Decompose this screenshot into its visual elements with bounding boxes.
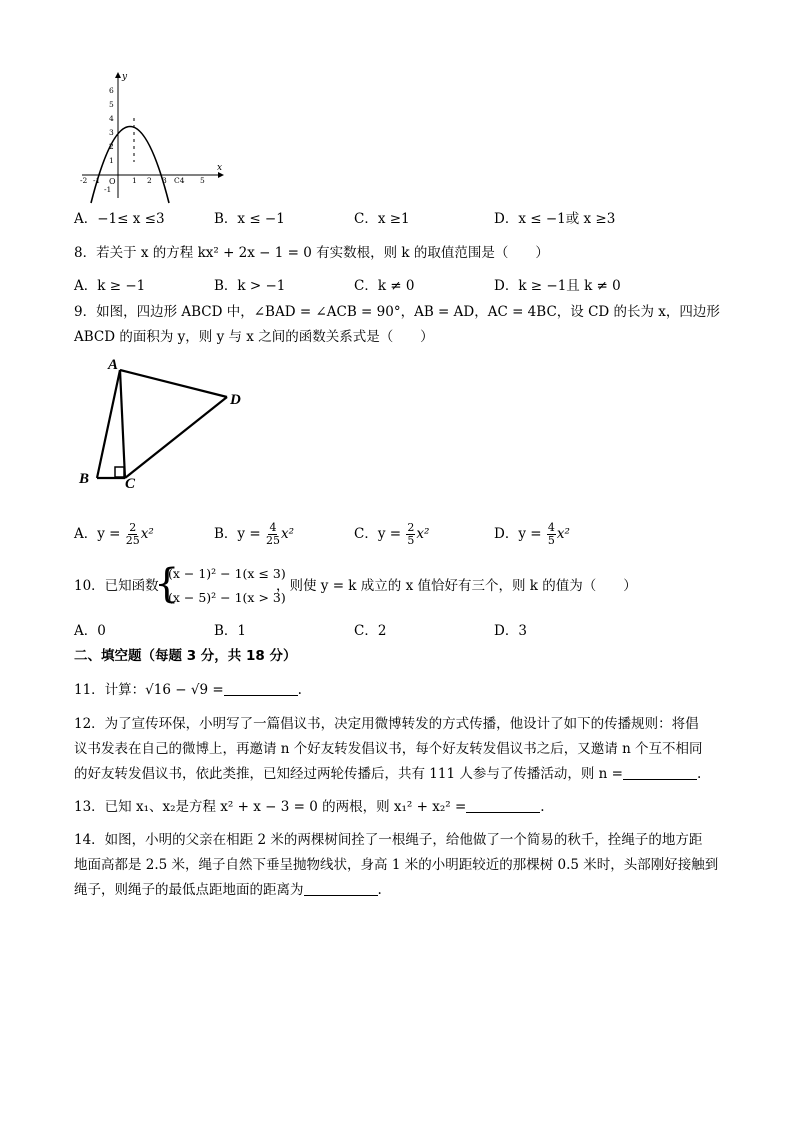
x-tick-3: 3 [162, 176, 167, 185]
origin-label: O [109, 177, 116, 186]
q9-c-suffix: x² [416, 526, 430, 542]
q9-b-prefix: B．y = [214, 526, 261, 542]
q9-option-d [494, 522, 570, 547]
q12-answer-blank[interactable] [623, 765, 697, 780]
segment-ac [120, 370, 125, 478]
q9-option-c [354, 522, 429, 547]
q11-answer-blank[interactable] [224, 681, 298, 696]
q7-option-b: B．x ≤ −1 [214, 211, 285, 227]
vertex-d-label: D [230, 392, 241, 408]
y-tick-6: 6 [109, 86, 114, 95]
q9-c-prefix: C．y = [354, 526, 402, 542]
vertex-a-label: A [108, 357, 119, 373]
q9-quadrilateral-figure [74, 356, 264, 491]
q9-a-suffix: x² [140, 526, 154, 542]
q7-parabola-graph [78, 70, 228, 205]
q9-d-fraction [547, 522, 556, 547]
q12-line3 [74, 764, 701, 784]
q12-line2: 议书发表在自己的微博上，再邀请 n 个好友转发倡议书，每个好友转发倡议书之后，又邀请 n 个互不相同 [74, 741, 703, 757]
q10-brace: { [154, 561, 180, 607]
segment-ab [97, 370, 120, 478]
q10-option-c: C．2 [354, 623, 387, 639]
section-2-heading: 二、填空题（每题 3 分，共 18 分） [74, 648, 297, 664]
q9-c-fraction [406, 522, 415, 547]
q9-b-den: 25 [265, 534, 280, 547]
q9-d-num: 4 [547, 521, 555, 534]
vertex-b-label: B [79, 471, 90, 487]
q9-option-b [214, 522, 294, 547]
y-tick-3: 3 [109, 128, 114, 137]
x-tick-4: C4 [174, 176, 185, 185]
parabola-curve [91, 127, 169, 204]
q9-b-suffix: x² [280, 526, 294, 542]
x-tick-labels [80, 176, 205, 185]
y-label: y [122, 72, 128, 82]
x-tick-neg2: -2 [80, 176, 88, 185]
x-tick-5: 5 [200, 176, 205, 185]
y-tick-2: 2 [109, 142, 114, 151]
q11-period: . [297, 682, 302, 698]
vertex-c-label: C [125, 476, 136, 491]
q9-b-fraction [266, 522, 280, 547]
y-tick-neg1: -1 [104, 185, 112, 194]
q8-option-a: A．k ≥ −1 [74, 278, 146, 294]
q7-option-c: C．x ≥1 [354, 211, 410, 227]
q11-text [74, 680, 302, 700]
q10-case2: (x − 5)² − 1(x > 3) [168, 590, 286, 605]
q14-line2: 地面高都是 2.5 米，绳子自然下垂呈抛物线状，身高 1 米的小明距较近的那棵树 0.5 米时，头部刚好接触到 [74, 857, 719, 873]
q14-line1: 14．如图，小明的父亲在相距 2 米的两棵树间拴了一根绳子，给他做了一个简易的秋千，拴绳子的地方距 [74, 832, 703, 848]
q12-line1: 12．为了宣传环保，小明写了一篇倡议书，决定用微博转发的方式传播，他设计了如下的传播规则：将倡 [74, 716, 699, 732]
q10-option-d: D．3 [494, 623, 527, 639]
y-axis-arrow [115, 72, 121, 78]
q12-period: . [696, 766, 702, 782]
q13-text [74, 797, 545, 817]
q7-option-d: D．x ≤ −1或 x ≥3 [494, 211, 616, 227]
q14-line3-text: 绳子，则绳子的最低点距地面的距离为 [74, 882, 304, 898]
q13-period: . [540, 799, 545, 815]
q9-a-fraction [126, 522, 140, 547]
q10-case1: (x − 1)² − 1(x ≤ 3) [168, 566, 286, 581]
x-label: x [217, 163, 223, 173]
q9-a-den: 25 [125, 534, 140, 547]
q8-option-d: D．k ≥ −1且 k ≠ 0 [494, 278, 621, 294]
q14-answer-blank[interactable] [304, 881, 378, 896]
x-tick-2: 2 [147, 176, 152, 185]
q13-answer-blank[interactable] [466, 798, 540, 813]
q14-line3 [74, 880, 382, 900]
q9-a-prefix: A．y = [74, 526, 121, 542]
q14-period: . [377, 882, 382, 898]
q10-suffix: ，则使 y = k 成立的 x 值恰好有三个，则 k 的值为（ ） [276, 578, 637, 594]
q7-option-a: A．−1≤ x ≤3 [74, 211, 165, 227]
y-tick-1: 1 [109, 156, 114, 165]
q9-a-num: 2 [129, 521, 137, 534]
q9-line1: 9．如图，四边形 ABCD 中，∠BAD = ∠ACB = 90°，AB = AD，AC = 4BC，设 CD 的长为 x，四边形 [74, 304, 720, 320]
q9-line2: ABCD 的面积为 y，则 y 与 x 之间的函数关系式是（ ） [74, 329, 434, 345]
q9-d-suffix: x² [556, 526, 570, 542]
segment-cd [125, 397, 227, 478]
y-tick-4: 4 [109, 114, 114, 123]
q9-c-den: 5 [407, 534, 415, 547]
q9-d-prefix: D．y = [494, 526, 542, 542]
q9-c-num: 2 [407, 521, 415, 534]
q8-option-b: B．k > −1 [214, 278, 286, 294]
x-tick-neg1: -1 [93, 176, 101, 185]
q12-line3-text: 的好友转发倡议书，依此类推，已知经过两轮传播后，共有 111 人参与了传播活动，则 n = [74, 766, 623, 782]
q13-prompt: 13．已知 x₁、x₂是方程 x² + x − 3 = 0 的两根，则 x₁² + x₂² = [74, 799, 467, 815]
q8-text: 8．若关于 x 的方程 kx² + 2x − 1 = 0 有实数根，则 k 的取值范围是（ ） [74, 245, 549, 261]
q9-b-num: 4 [269, 521, 277, 534]
q10-prefix: 10．已知函数 [74, 578, 159, 594]
q10-option-b: B．1 [214, 623, 247, 639]
q10-option-a: A．0 [74, 623, 106, 639]
x-tick-1: 1 [132, 176, 137, 185]
q11-prompt: 11．计算：√16 − √9 = [74, 682, 224, 698]
q9-d-den: 5 [547, 534, 555, 547]
q8-option-c: C．k ≠ 0 [354, 278, 415, 294]
right-angle-mark [115, 467, 124, 477]
segment-ad [120, 370, 227, 397]
q9-option-a [74, 522, 154, 547]
y-tick-5: 5 [109, 100, 114, 109]
